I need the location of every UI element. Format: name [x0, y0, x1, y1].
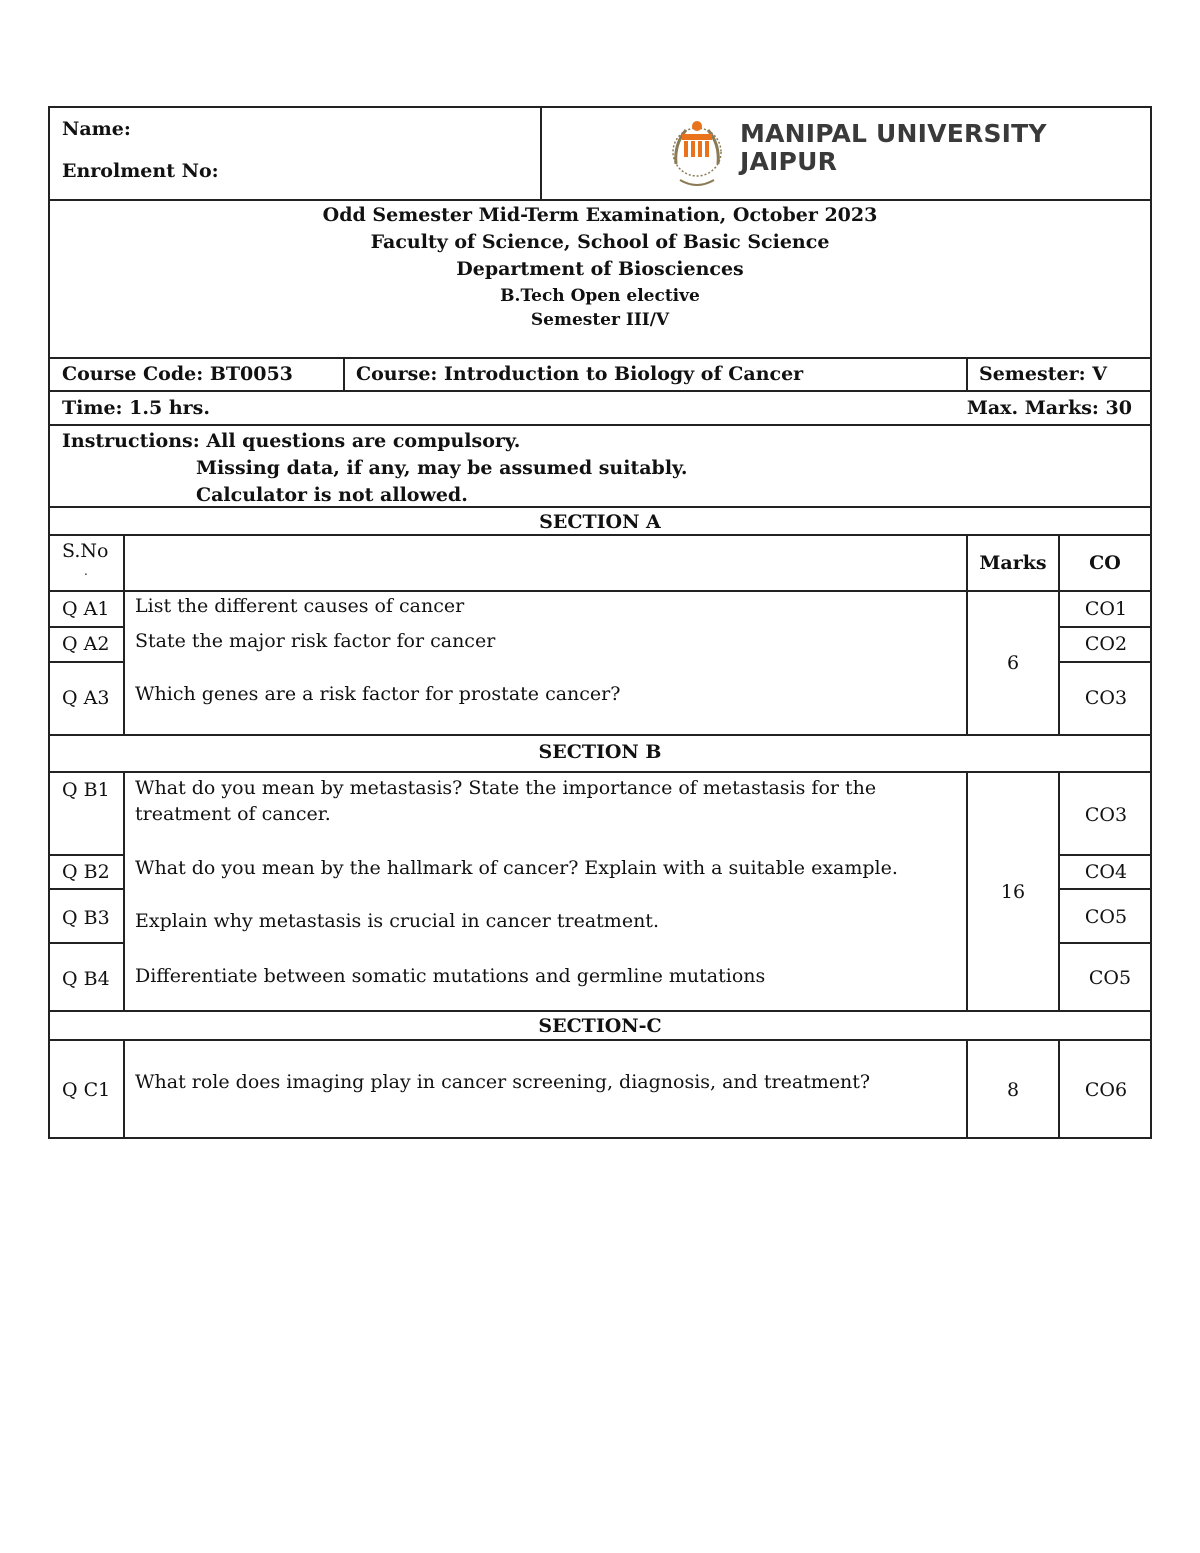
max-marks: Max. Marks: 30: [966, 397, 1132, 419]
question-number: Q B3: [62, 907, 110, 929]
question-text: What do you mean by the hallmark of cancer? Explain with a suitable example.: [135, 857, 898, 879]
sno-header: S.No: [62, 540, 109, 562]
section-b-title: SECTION B: [538, 741, 662, 763]
question-number: Q A2: [62, 633, 110, 655]
question-number: Q A1: [62, 598, 110, 620]
question-co: CO4: [1084, 861, 1128, 883]
section-a-title: SECTION A: [539, 511, 661, 533]
course-code: Course Code: BT0053: [62, 363, 293, 385]
name-label: Name:: [62, 118, 131, 140]
question-text: List the different causes of cancer: [135, 595, 465, 617]
time-marks-row: [48, 392, 1152, 426]
exam-title: Odd Semester Mid-Term Examination, October 2023: [322, 204, 878, 226]
question-text: What do you mean by metastasis? State the importance of metastasis for the treatment of cancer.: [135, 777, 877, 825]
question-co: CO5: [1084, 906, 1128, 928]
question-text: Differentiate between somatic mutations and germline mutations: [135, 965, 766, 987]
enrolment-label: Enrolment No:: [62, 160, 219, 182]
header-row: [48, 106, 1152, 201]
university-emblem-icon: [666, 114, 728, 194]
section-b-marks: 16: [1000, 881, 1026, 903]
section-b-questions: [48, 773, 1152, 1012]
question-co: CO3: [1084, 804, 1128, 826]
question-number: Q B1: [62, 779, 110, 801]
program-line: B.Tech Open elective: [500, 286, 700, 306]
question-number: Q A3: [62, 687, 110, 709]
instruction-line-2: Missing data, if any, may be assumed suitably.: [196, 457, 688, 479]
exam-title-block: [48, 201, 1152, 359]
instruction-line-3: Calculator is not allowed.: [196, 484, 468, 506]
question-text: Which genes are a risk factor for prostate cancer?: [135, 683, 621, 705]
question-number: Q B2: [62, 861, 110, 883]
section-a-marks: 6: [1006, 652, 1020, 674]
table-header-row: [48, 536, 1152, 592]
instruction-line-1: Instructions: All questions are compulsory.: [62, 430, 521, 452]
section-a-heading-row: [48, 508, 1152, 536]
question-text: What role does imaging play in cancer screening, diagnosis, and treatment?: [135, 1071, 871, 1093]
section-b-heading-row: [48, 736, 1152, 773]
department-line: Department of Biosciences: [456, 258, 744, 280]
question-co: CO2: [1084, 633, 1128, 655]
question-number: Q B4: [62, 968, 110, 990]
question-co: CO1: [1084, 598, 1128, 620]
course-name: Course: Introduction to Biology of Cancer: [356, 363, 804, 385]
course-semester: Semester: V: [979, 363, 1107, 385]
university-name-line2: JAIPUR: [740, 147, 838, 176]
question-co: CO5: [1088, 967, 1132, 989]
question-co: CO6: [1084, 1079, 1128, 1101]
section-c-questions: [48, 1041, 1152, 1139]
question-text: State the major risk factor for cancer: [135, 630, 496, 652]
section-a-questions: [48, 592, 1152, 736]
course-row: [48, 359, 1152, 392]
sno-header-dot: .: [84, 564, 88, 578]
marks-header: Marks: [979, 552, 1047, 574]
exam-duration: Time: 1.5 hrs.: [62, 397, 210, 419]
question-text: Explain why metastasis is crucial in cancer treatment.: [135, 910, 659, 932]
faculty-line: Faculty of Science, School of Basic Science: [370, 231, 830, 253]
question-number: Q C1: [62, 1079, 111, 1101]
exam-paper: [48, 106, 1152, 1139]
university-name-line1: MANIPAL UNIVERSITY: [740, 119, 1047, 148]
instructions-block: [48, 426, 1152, 508]
co-header: CO: [1089, 552, 1121, 574]
question-co: CO3: [1084, 687, 1128, 709]
section-c-heading-row: [48, 1012, 1152, 1041]
section-c-title: SECTION-C: [538, 1015, 662, 1037]
semester-line: Semester III/V: [530, 310, 670, 330]
section-c-marks: 8: [1006, 1079, 1020, 1101]
